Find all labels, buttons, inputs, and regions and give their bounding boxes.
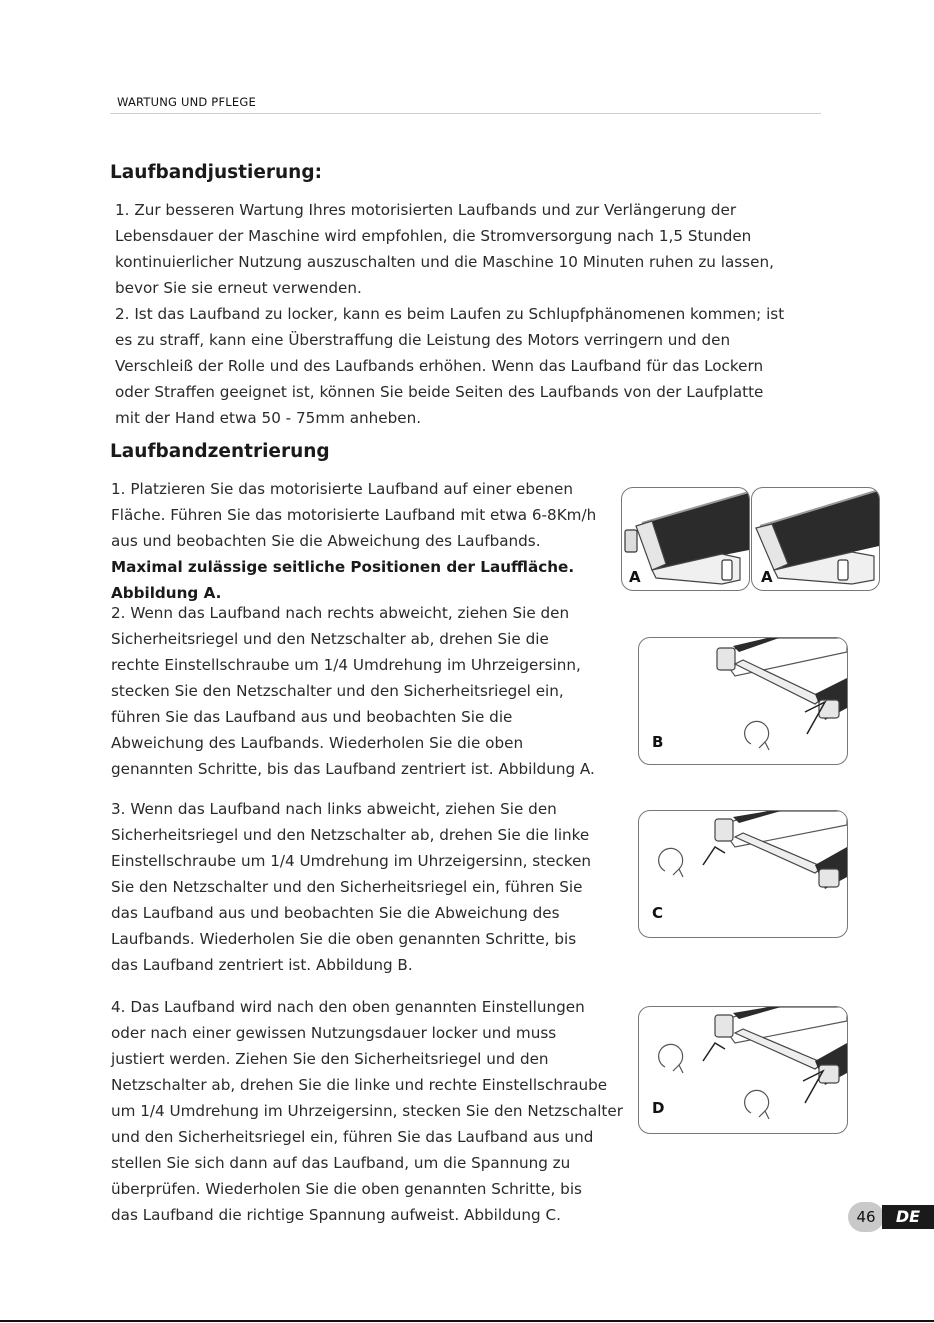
treadmill-left-screw-illustration <box>639 811 847 937</box>
text-line: das Laufband die richtige Spannung aufweist. Abbildung C. <box>111 1206 561 1224</box>
text-line: genannten Schritte, bis das Laufband zentriert ist. Abbildung A. <box>111 760 595 778</box>
text-line: 1. Zur besseren Wartung Ihres motorisierten Laufbands und zur Verlängerung der <box>115 201 737 219</box>
text-line: Lebensdauer der Maschine wird empfohlen, die Stromversorgung nach 1,5 Stunden <box>115 227 752 245</box>
text-line: führen Sie das Laufband aus und beobachten Sie die <box>111 708 513 726</box>
section-title-belt-adjustment: Laufbandjustierung: <box>110 162 322 183</box>
figure-d <box>638 1006 848 1134</box>
text-line-bold: Maximal zulässige seitliche Positionen der Lauffläche. <box>111 558 575 576</box>
text-line: kontinuierlicher Nutzung auszuschalten und die Maschine 10 Minuten ruhen zu lassen, <box>115 253 774 271</box>
text-line: Fläche. Führen Sie das motorisierte Laufband mit etwa 6-8Km/h <box>111 506 597 524</box>
text-line: oder Straffen geeignet ist, können Sie beide Seiten des Laufbands von der Laufplatte <box>115 383 764 401</box>
text-line: 2. Ist das Laufband zu locker, kann es beim Laufen zu Schlupfphänomenen kommen; ist <box>115 305 785 323</box>
step-3 <box>111 796 591 978</box>
header-divider <box>110 113 821 114</box>
step-4 <box>111 994 623 1228</box>
text-line: justiert werden. Ziehen Sie den Sicherheitsriegel und den <box>111 1050 549 1068</box>
text-line: 1. Platzieren Sie das motorisierte Laufband auf einer ebenen <box>111 480 573 498</box>
treadmill-right-screw-illustration <box>639 638 847 764</box>
figure-d-label: D <box>652 1099 665 1117</box>
section-title-belt-centering: Laufbandzentrierung <box>110 441 330 462</box>
text-line: es zu straff, kann eine Überstraffung die Leistung des Motors verringern und den <box>115 331 731 349</box>
text-line: Sie den Netzschalter und den Sicherheitsriegel ein, führen Sie <box>111 878 583 896</box>
text-line: das Laufband zentriert ist. Abbildung B. <box>111 956 413 974</box>
step-1 <box>111 476 596 606</box>
text-line-bold: Abbildung A. <box>111 584 222 602</box>
figure-a-right-label: A <box>761 568 773 586</box>
figure-a-left-label: A <box>629 568 641 586</box>
figure-c-label: C <box>652 904 664 922</box>
running-header: WARTUNG UND PFLEGE <box>117 95 256 109</box>
text-line: oder nach einer gewissen Nutzungsdauer locker und muss <box>111 1024 557 1042</box>
text-line: 4. Das Laufband wird nach den oben genannten Einstellungen <box>111 998 585 1016</box>
text-line: Abweichung des Laufbands. Wiederholen Sie die oben <box>111 734 524 752</box>
text-line: 3. Wenn das Laufband nach links abweicht, ziehen Sie den <box>111 800 557 818</box>
page-number: 46 <box>848 1202 884 1232</box>
paragraph-belt-adjustment <box>115 197 784 431</box>
figure-b-label: B <box>652 733 664 751</box>
text-line: das Laufband aus und beobachten Sie die Abweichung des <box>111 904 560 922</box>
text-line: bevor Sie sie erneut verwenden. <box>115 279 362 297</box>
text-line: Netzschalter ab, drehen Sie die linke und rechte Einstellschraube <box>111 1076 608 1094</box>
figure-b <box>638 637 848 765</box>
text-line: Sicherheitsriegel und den Netzschalter ab, drehen Sie die <box>111 630 549 648</box>
text-line: Verschleiß der Rolle und des Laufbands erhöhen. Wenn das Laufband für das Lockern <box>115 357 764 375</box>
step-2 <box>111 600 595 782</box>
treadmill-belt-left-illustration <box>622 488 749 590</box>
text-line: Einstellschraube um 1/4 Umdrehung im Uhrzeigersinn, stecken <box>111 852 592 870</box>
figure-c <box>638 810 848 938</box>
bottom-border <box>0 1320 934 1322</box>
text-line: stellen Sie sich dann auf das Laufband, um die Spannung zu <box>111 1154 571 1172</box>
text-line: Sicherheitsriegel und den Netzschalter ab, drehen Sie die linke <box>111 826 590 844</box>
text-line: um 1/4 Umdrehung im Uhrzeigersinn, stecken Sie den Netzschalter <box>111 1102 623 1120</box>
text-line: und den Sicherheitsriegel ein, führen Sie das Laufband aus und <box>111 1128 594 1146</box>
text-line: mit der Hand etwa 50 - 75mm anheben. <box>115 409 422 427</box>
text-line: aus und beobachten Sie die Abweichung des Laufbands. <box>111 532 541 550</box>
treadmill-both-screws-illustration <box>639 1007 847 1133</box>
language-tag: DE <box>882 1205 934 1229</box>
text-line: überprüfen. Wiederholen Sie die oben genannten Schritte, bis <box>111 1180 582 1198</box>
text-line: Laufbands. Wiederholen Sie die oben genannten Schritte, bis <box>111 930 577 948</box>
text-line: 2. Wenn das Laufband nach rechts abweicht, ziehen Sie den <box>111 604 570 622</box>
text-line: rechte Einstellschraube um 1/4 Umdrehung im Uhrzeigersinn, <box>111 656 581 674</box>
text-line: stecken Sie den Netzschalter und den Sicherheitsriegel ein, <box>111 682 564 700</box>
